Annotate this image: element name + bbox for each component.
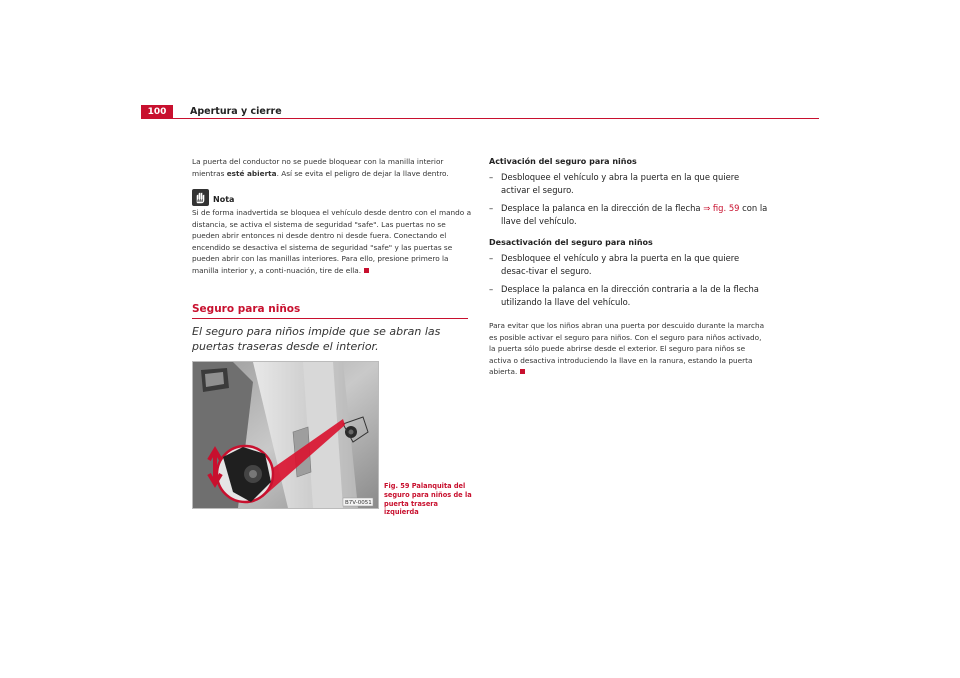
intro-text-bold: esté abierta xyxy=(226,168,277,178)
end-marker-icon xyxy=(364,268,369,273)
list-dash: – xyxy=(489,172,494,182)
list-dash: – xyxy=(489,284,494,294)
list-item xyxy=(489,252,769,278)
list-item-text-pre: Desplace la palanca en la dirección de la flecha xyxy=(501,203,704,213)
header-rule xyxy=(141,118,819,119)
intro-paragraph xyxy=(192,156,472,179)
section-title: Seguro para niños xyxy=(192,303,301,315)
list-dash: – xyxy=(489,203,494,213)
note-title: Nota xyxy=(213,195,235,204)
intro-text-pre: La puerta del conductor no se puede bloquear con la manilla interior mientras xyxy=(192,157,444,178)
section-rule xyxy=(192,318,468,319)
list-item xyxy=(489,283,769,309)
list-item-text xyxy=(501,202,769,228)
list-item-text: Desbloquee el vehículo y abra la puerta en la que quiere activar el seguro. xyxy=(501,172,740,195)
figure-child-lock xyxy=(192,361,379,509)
page-number: 100 xyxy=(141,105,173,119)
section-lead: El seguro para niños impide que se abran las puertas traseras desde el interior. xyxy=(192,325,441,353)
footer-paragraph xyxy=(489,320,769,378)
door-illustration xyxy=(193,362,378,508)
list-item xyxy=(489,202,769,228)
figure-caption: Fig. 59 Palanquita del seguro para niños de la puerta trasera izquierda xyxy=(384,482,472,517)
list-item xyxy=(489,171,769,197)
footer-text: Para evitar que los niños abran una puerta por descuido durante la marcha es posible activar el seguro para niños. Con el seguro para niños activado, la puerta sólo puede abrirse desde el exterior. El seguro para niños se activa o desactiva introduciendo la llave en la ranura, estando la puerta abierta. xyxy=(489,321,765,377)
note-text: Si de forma inadvertida se bloquea el vehículo desde dentro con el mando a distancia, se activa el sistema de seguridad "safe". Las puertas no se pueden abrir entonces ni desde dentro ni desde fuera. Conectando el encendido se desactiva el sistema de seguridad "safe" y las puertas se pueden abrir con las manillas interiores. Para ello, presione primero la manilla interior y, a conti-nuación, tire de ella. xyxy=(192,208,472,275)
list-item-text: Desplace la palanca en la dirección contraria a la de la flecha utilizando la llave del vehículo. xyxy=(501,284,759,307)
figure-reference-link[interactable]: ⇒ fig. 59 xyxy=(703,203,740,213)
activation-title: Activación del seguro para niños xyxy=(489,157,637,166)
note-icon xyxy=(192,189,209,206)
running-header: Apertura y cierre xyxy=(190,106,282,117)
intro-text-post: . Así se evita el peligro de dejar la llave dentro. xyxy=(276,168,449,178)
deactivation-title: Desactivación del seguro para niños xyxy=(489,238,653,247)
list-item-text-post: con la llave del vehículo. xyxy=(501,203,768,226)
figure-code: B7V-0051 xyxy=(345,500,372,506)
end-marker-icon xyxy=(520,369,525,374)
note-glyph-icon xyxy=(192,189,209,206)
list-item-text: Desbloquee el vehículo y abra la puerta en la que quiere desac-tivar el seguro. xyxy=(501,253,740,276)
list-dash: – xyxy=(489,253,494,263)
note-paragraph xyxy=(192,207,472,277)
